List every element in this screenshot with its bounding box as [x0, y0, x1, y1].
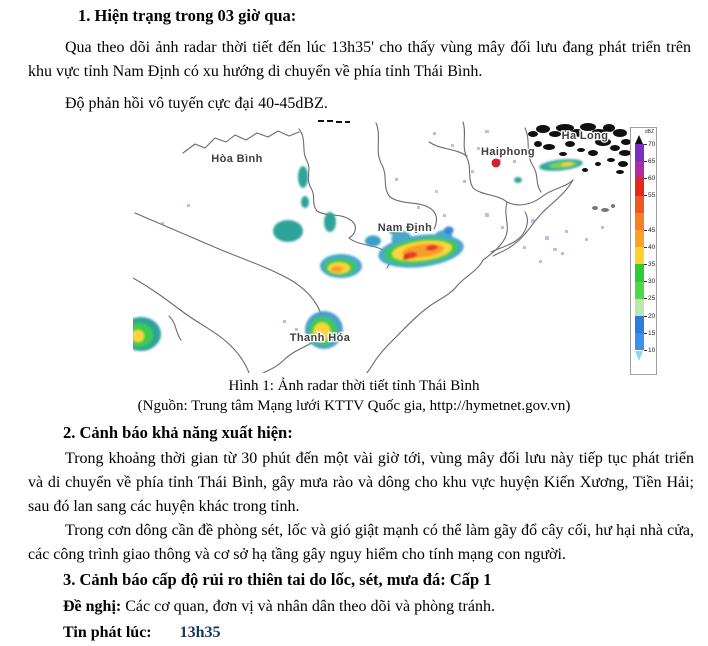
- section1-paragraph-dbz: Độ phản hồi vô tuyến cực đại 40-45dBZ.: [65, 95, 328, 112]
- section3-heading: 3. Cảnh báo cấp độ rủi ro thiên tai do lốc, sét, mưa đá: Cấp 1: [63, 570, 492, 589]
- figure-caption: Hình 1: Ảnh radar thời tiết tỉnh Thái Bình: [228, 378, 480, 394]
- colorbar-segment: [635, 247, 644, 264]
- figure-source: (Nguồn: Trung tâm Mạng lưới KTTV Quốc gia, http://hymetnet.gov.vn): [137, 398, 571, 414]
- map-label-thanh-hoa: Thanh Hóa: [289, 332, 351, 344]
- colorbar-up-arrow-icon: [635, 135, 643, 144]
- colorbar-segment: [635, 213, 644, 230]
- issued-label: Tin phát lúc:: [63, 624, 152, 641]
- colorbar-segment: [635, 316, 644, 333]
- colorbar-tick-label: 40: [648, 243, 656, 251]
- colorbar-tick-label: 30: [648, 278, 656, 286]
- map-label-ha-long: Ha Long: [561, 130, 609, 142]
- recommendation-line: [63, 598, 495, 616]
- colorbar-tick-label: 55: [648, 192, 656, 200]
- colorbar-segment: [635, 144, 644, 161]
- colorbar-segment: [635, 178, 644, 195]
- province-boundaries: [133, 122, 573, 373]
- issued-time: 13h35: [179, 624, 221, 641]
- map-label-hoa-binh: Hòa Bình: [211, 153, 263, 165]
- map-label-nam-dinh: Nam Định: [377, 222, 433, 234]
- colorbar-segment: [635, 333, 644, 350]
- colorbar-down-arrow-icon: [635, 351, 643, 361]
- issued-line: [63, 624, 221, 642]
- station-dot: [492, 159, 501, 168]
- radar-map-figure: [133, 120, 630, 373]
- colorbar-segment: [635, 161, 644, 178]
- section1-heading: 1. Hiện trạng trong 03 giờ qua:: [78, 6, 297, 25]
- colorbar-tick-label: 20: [648, 312, 656, 320]
- radar-map-svg: [133, 120, 630, 373]
- colorbar-tick-label: 35: [648, 260, 656, 268]
- colorbar-tick-label: 15: [648, 329, 656, 337]
- colorbar-tick-label: 45: [648, 226, 656, 234]
- colorbar-segment: [635, 299, 644, 316]
- colorbar-segment: [635, 196, 644, 213]
- colorbar-unit-label: dBZ: [644, 129, 654, 135]
- colorbar-segments: [635, 140, 656, 354]
- map-label-haiphong: Haiphong: [481, 146, 535, 158]
- colorbar-segment: [635, 264, 644, 281]
- dbz-colorbar: [630, 127, 657, 375]
- section2-heading: 2. Cảnh báo khả năng xuất hiện:: [63, 423, 293, 442]
- colorbar-tick-label: 10: [648, 346, 656, 354]
- recommendation-label: Đề nghị:: [63, 598, 122, 615]
- section1-paragraph-radar: Qua theo dõi ảnh radar thời tiết đến lúc 13h35' cho thấy vùng mây đối lưu đang phát triển trên khu vực tỉnh Nam Định có xu hướng di chuyển về phía tỉnh Thái Bình.: [28, 39, 691, 80]
- colorbar-segment: [635, 230, 644, 247]
- radar-echo-blobs: [133, 157, 583, 351]
- recommendation-text: Các cơ quan, đơn vị và nhân dân theo dõi và phòng tránh.: [121, 598, 495, 615]
- colorbar-segment: [635, 282, 644, 299]
- colorbar-tick-label: 60: [648, 174, 656, 182]
- colorbar-tick-label: 70: [648, 140, 656, 148]
- section2-paragraph-forecast: Trong khoảng thời gian từ 30 phút đến một vài giờ tới, vùng mây đối lưu này tiếp tục phát triển và di chuyển về phía tỉnh Thái Bình, gây mưa rào và dông cho khu vực huyện Kiến Xương, Tiền Hải; sau đó lan sang các huyện khác trong tỉnh.: [28, 450, 694, 515]
- colorbar-tick-label: 65: [648, 157, 656, 165]
- section2-paragraph-warning: Trong cơn dông cần đề phòng sét, lốc và gió giật mạnh có thể làm gãy đổ cây cối, hư hại nhà cửa, các công trình giao thông và cơ sở hạ tầng gây nguy hiểm cho tính mạng con người.: [28, 522, 694, 563]
- top-dashes: [318, 120, 350, 123]
- colorbar-tick-label: 25: [648, 295, 656, 303]
